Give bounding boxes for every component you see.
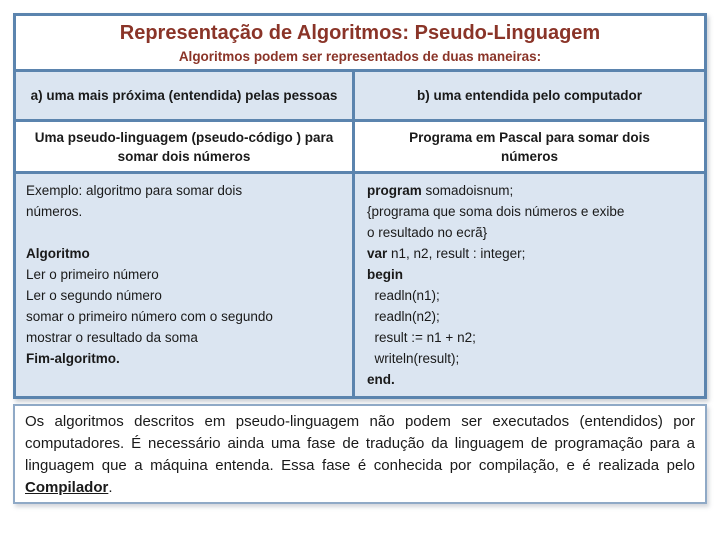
text-line bbox=[367, 348, 694, 369]
text-segment: Ler o primeiro número bbox=[26, 267, 159, 282]
text-line bbox=[26, 285, 342, 306]
text-segment: end. bbox=[367, 372, 395, 387]
page-subtitle: Algoritmos podem ser representados de duas maneiras: bbox=[178, 49, 542, 64]
text-line bbox=[367, 285, 694, 306]
text-line bbox=[367, 222, 694, 243]
subheader-cell-pascal bbox=[355, 122, 704, 171]
algorithm-representation-table bbox=[13, 13, 707, 399]
text-segment: Compilador bbox=[25, 479, 109, 496]
text-segment: números. bbox=[26, 204, 83, 219]
text-line bbox=[26, 243, 342, 264]
text-segment: Os algoritmos descritos em pseudo-linguagem não podem ser executados (entendidos) por computadores. É necessário ainda uma fase de tradução da linguagem de programação para a linguagem que a máquina entenda. Essa fase é conhecida por compilação, e é realizada pelo bbox=[25, 413, 695, 474]
subheader-cell-pseudocode bbox=[16, 122, 355, 171]
text-segment: somadoisnum; bbox=[421, 183, 514, 198]
page-title: Representação de Algoritmos: Pseudo-Linguagem bbox=[119, 22, 601, 44]
text-segment: program bbox=[367, 183, 422, 198]
text-line bbox=[367, 243, 694, 264]
text-segment: readln(n1); bbox=[367, 288, 440, 303]
text-segment: result := n1 + n2; bbox=[367, 330, 476, 345]
text-segment: Ler o segundo número bbox=[26, 288, 162, 303]
text-line bbox=[367, 180, 694, 201]
text-segment: Exemplo: algoritmo para somar dois bbox=[26, 183, 243, 198]
table-header-row bbox=[16, 69, 704, 120]
text-line bbox=[26, 222, 342, 243]
header-cell-people-label: a) uma mais próxima (entendida) pelas pessoas bbox=[30, 88, 338, 103]
text-line bbox=[367, 201, 694, 222]
table-subheader-row bbox=[16, 119, 704, 171]
text-line bbox=[367, 264, 694, 285]
text-segment: somar o primeiro número com o segundo bbox=[26, 309, 273, 324]
text-segment: o resultado no ecrã} bbox=[367, 225, 488, 240]
text-segment: . bbox=[108, 479, 113, 496]
table-content-row bbox=[16, 171, 704, 396]
text-line bbox=[26, 306, 342, 327]
pseudocode-example-cell bbox=[16, 174, 355, 396]
header-cell-people bbox=[16, 72, 355, 120]
footer-note-box bbox=[13, 404, 707, 504]
subheader-cell-pascal-label: Programa em Pascal para somar dois números bbox=[409, 129, 650, 164]
text-line bbox=[26, 348, 342, 369]
text-segment: mostrar o resultado da soma bbox=[26, 330, 198, 345]
text-segment: var bbox=[367, 246, 388, 261]
text-segment: {programa que soma dois números e exibe bbox=[367, 204, 625, 219]
text-segment: writeln(result); bbox=[367, 351, 460, 366]
text-line bbox=[367, 369, 694, 390]
text-line bbox=[26, 180, 342, 201]
text-segment: Fim-algoritmo. bbox=[26, 351, 120, 366]
header-cell-computer bbox=[355, 72, 704, 120]
header-cell-computer-label: b) uma entendida pelo computador bbox=[416, 88, 642, 103]
text-line bbox=[26, 327, 342, 348]
text-line bbox=[367, 306, 694, 327]
text-segment: begin bbox=[367, 267, 403, 282]
text-line bbox=[26, 201, 342, 222]
text-segment: Algoritmo bbox=[26, 246, 90, 261]
text-line bbox=[26, 264, 342, 285]
pascal-program-cell bbox=[355, 174, 704, 396]
subheader-cell-pseudocode-label: Uma pseudo-linguagem (pseudo-código ) para somar dois números bbox=[34, 129, 334, 164]
title-block bbox=[16, 16, 704, 69]
text-line bbox=[367, 327, 694, 348]
text-segment: n1, n2, result : integer; bbox=[387, 246, 526, 261]
text-segment: readln(n2); bbox=[367, 309, 440, 324]
